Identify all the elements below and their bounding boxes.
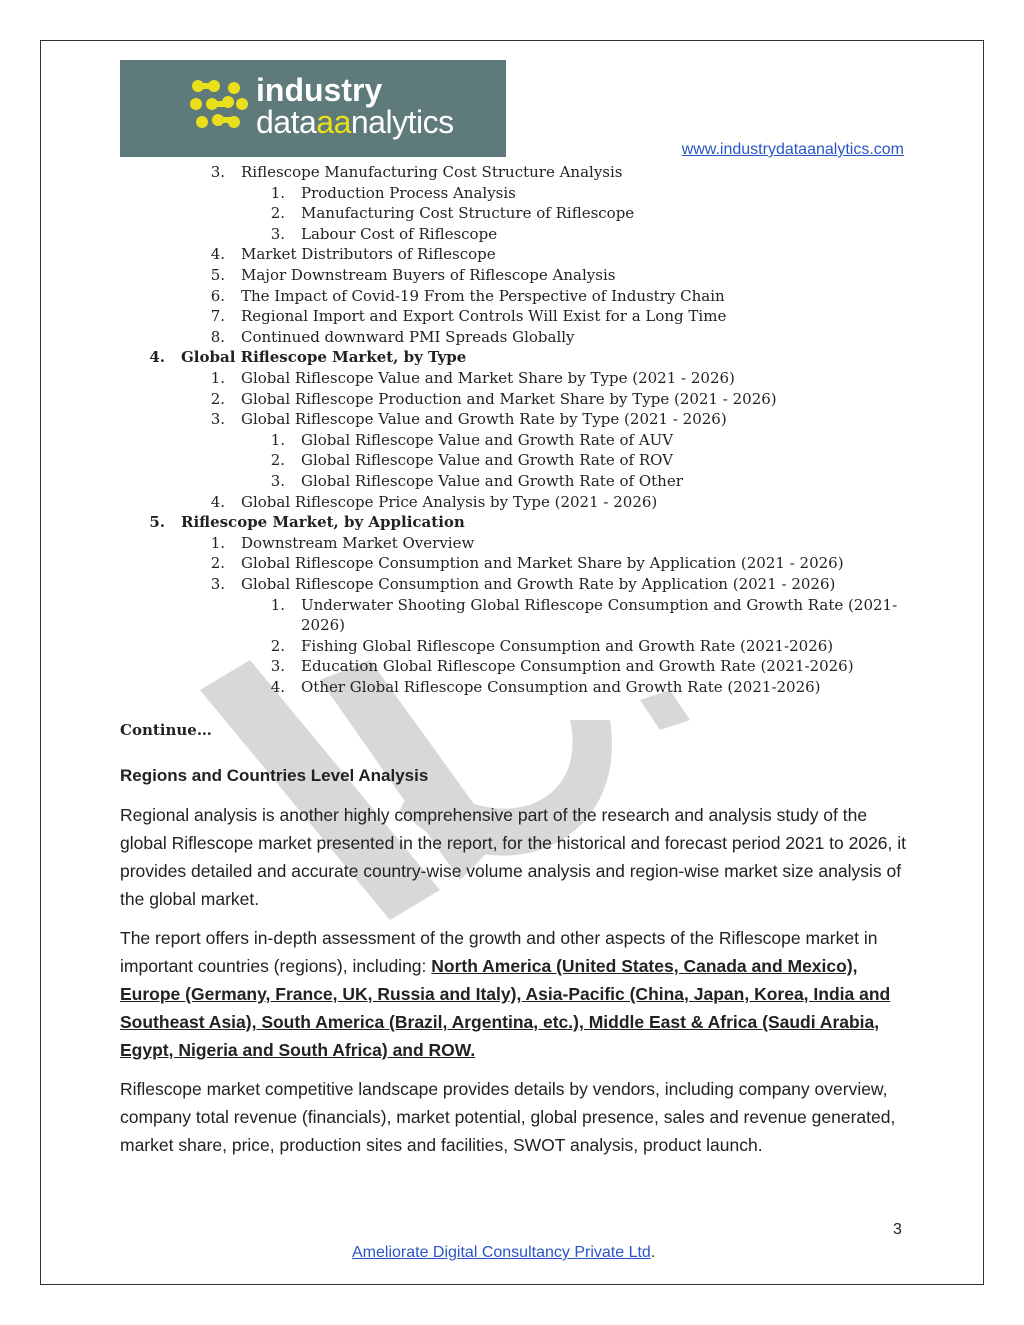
logo-text-dataanalytics: dataaanalytics <box>256 104 454 140</box>
toc-item <box>0 347 1024 368</box>
toc-item-number: 1. <box>270 595 285 614</box>
toc-item <box>0 389 1024 410</box>
toc-item-text: Downstream Market Overview <box>241 533 475 552</box>
toc-item-text: Major Downstream Buyers of Riflescope Analysis <box>241 266 616 284</box>
section-heading: Regions and Countries Level Analysis <box>120 766 429 785</box>
toc-item <box>0 244 1024 265</box>
toc-item-text: Underwater Shooting Global Riflescope Consumption and Growth Rate (2021- <box>301 595 898 614</box>
toc-item-text: Global Riflescope Value and Market Share by Type (2021 - 2026) <box>241 369 735 387</box>
continue-text: Continue… <box>120 721 212 739</box>
paragraph-countries: The report offers in-depth assessment of the growth and other aspects of the Riflescope market in important countries (regions), including: North America (United States, Canada and Mexico), Europe (Germany, France, UK, Russia and Italy), Asia-Pacific (China, Japan, Korea, India and Southeast Asia), South America (Brazil, Argentina, etc.), Middle East & Africa (Saudi Arabia, Egypt, Nigeria and South Africa) and ROW. <box>120 928 891 1060</box>
toc-item-text: Labour Cost of Riflescope <box>301 224 498 243</box>
toc-item-number: 4. <box>270 678 285 696</box>
toc-item <box>0 533 1024 554</box>
toc-item-number: 2. <box>210 389 225 408</box>
toc-item-number: 1. <box>210 533 225 552</box>
logo-dots-icon <box>190 78 250 138</box>
toc-item-number: 1. <box>270 430 285 449</box>
toc-item-text: Global Riflescope Consumption and Growth Rate by Application (2021 - 2026) <box>241 575 836 593</box>
toc-item-number: 3. <box>270 657 285 676</box>
toc-item <box>0 203 1024 224</box>
toc-item <box>0 656 1024 677</box>
toc-item-text: Production Process Analysis <box>301 183 516 202</box>
toc-item-text: 2026) <box>301 616 346 635</box>
company-link[interactable]: Ameliorate Digital Consultancy Private Ltd <box>352 1244 651 1261</box>
toc-item <box>0 492 1024 513</box>
company-logo <box>120 60 506 157</box>
toc-item-text: Continued downward PMI Spreads Globally <box>241 327 575 346</box>
toc-item-text: Education Global Riflescope Consumption and Growth Rate (2021-2026) <box>301 657 854 676</box>
toc-item-text: Fishing Global Riflescope Consumption and Growth Rate (2021-2026) <box>301 636 834 655</box>
toc-item <box>0 368 1024 389</box>
toc-item <box>0 595 1024 616</box>
toc-item-number: 7. <box>210 307 225 326</box>
toc-item-number: 4. <box>210 245 225 264</box>
paragraph-regional-analysis: Regional analysis is another highly comprehensive part of the research and analysis study of the global Riflescope market presented in the report, for the historical and forecast period 2021 to 2026, it provides detailed and accurate country-wise volume analysis and region-wise market size analysis of the global market. <box>120 805 907 909</box>
toc-item-text: Market Distributors of Riflescope <box>241 245 496 264</box>
toc-item-text: Other Global Riflescope Consumption and Growth Rate (2021-2026) <box>301 678 821 696</box>
toc-item-text: Global Riflescope Value and Growth Rate of Other <box>301 472 683 490</box>
toc-item-number: 5. <box>149 513 165 532</box>
toc-item-text: Global Riflescope Market, by Type <box>181 348 467 367</box>
regions-list-link[interactable]: North America (United States, Canada and Mexico), Europe (Germany, France, UK, Russia and Italy), Asia-Pacific (China, Japan, Korea, India and Southeast Asia), South America (Brazil, Argentina, etc.), Middle East & Africa (Saudi Arabia, Egypt, Nigeria and South Africa) and ROW. <box>120 956 891 1060</box>
toc-item-number: 1. <box>270 183 285 202</box>
toc-item-text: Global Riflescope Consumption and Market Share by Application (2021 - 2026) <box>241 554 844 573</box>
toc-item-text: Global Riflescope Value and Growth Rate by Type (2021 - 2026) <box>241 410 727 429</box>
toc-item <box>0 615 1024 636</box>
website-link[interactable]: www.industrydataanalytics.com <box>681 141 904 158</box>
toc-item-number: 6. <box>210 286 225 305</box>
toc-item-number: 1. <box>210 369 225 387</box>
logo-text-industry: industry <box>256 72 383 108</box>
toc-item-text: Regional Import and Export Controls Will Exist for a Long Time <box>241 307 727 326</box>
toc-item <box>0 327 1024 348</box>
toc-item-text: Global Riflescope Price Analysis by Type (2021 - 2026) <box>241 492 658 511</box>
page-number: 3 <box>893 1221 902 1238</box>
toc-item-number: 3. <box>270 224 285 243</box>
toc-item <box>0 512 1024 533</box>
footer: Ameliorate Digital Consultancy Private Ltd. <box>352 1244 656 1261</box>
toc-item <box>0 409 1024 430</box>
toc-item-number: 2. <box>210 554 225 573</box>
toc-item-number: 8. <box>210 327 225 346</box>
toc-item <box>0 430 1024 451</box>
toc-item-text: Global Riflescope Value and Growth Rate of ROV <box>301 451 673 470</box>
toc-item-text: The Impact of Covid-19 From the Perspective of Industry Chain <box>241 286 725 305</box>
toc-item-number: 4. <box>149 348 165 367</box>
toc-item <box>0 636 1024 657</box>
toc-item-number: 3. <box>210 163 225 181</box>
paragraph-competitive-landscape: Riflescope market competitive landscape provides details by vendors, including company overview, company total revenue (financials), market potential, global presence, sales and revenue generated, market share, price, production sites and facilities, SWOT analysis, product launch. <box>120 1079 896 1155</box>
toc-item-text: Riflescope Manufacturing Cost Structure Analysis <box>241 163 623 181</box>
toc-item <box>0 677 1024 698</box>
toc-item-number: 2. <box>270 636 285 655</box>
toc-item <box>0 265 1024 286</box>
toc-item-number: 3. <box>210 575 225 593</box>
toc-item-number: 4. <box>210 492 225 511</box>
toc-item <box>0 286 1024 307</box>
toc-item-number: 2. <box>270 204 285 223</box>
toc-item <box>0 553 1024 574</box>
toc-item-number: 2. <box>270 451 285 470</box>
toc-item-number: 3. <box>210 410 225 429</box>
toc-item <box>0 224 1024 245</box>
toc-item-text: Riflescope Market, by Application <box>181 513 465 532</box>
toc-item-text: Global Riflescope Value and Growth Rate of AUV <box>301 430 674 449</box>
toc-item-number: 3. <box>270 472 285 490</box>
toc-item-text: Global Riflescope Production and Market Share by Type (2021 - 2026) <box>241 389 777 408</box>
toc-item <box>0 183 1024 204</box>
toc-item <box>0 450 1024 471</box>
toc-item <box>0 162 1024 183</box>
toc-item <box>0 306 1024 327</box>
toc-item-number: 5. <box>210 266 225 284</box>
toc-item-text: Manufacturing Cost Structure of Riflescope <box>301 204 635 223</box>
toc-item <box>0 574 1024 595</box>
toc-item <box>0 471 1024 492</box>
